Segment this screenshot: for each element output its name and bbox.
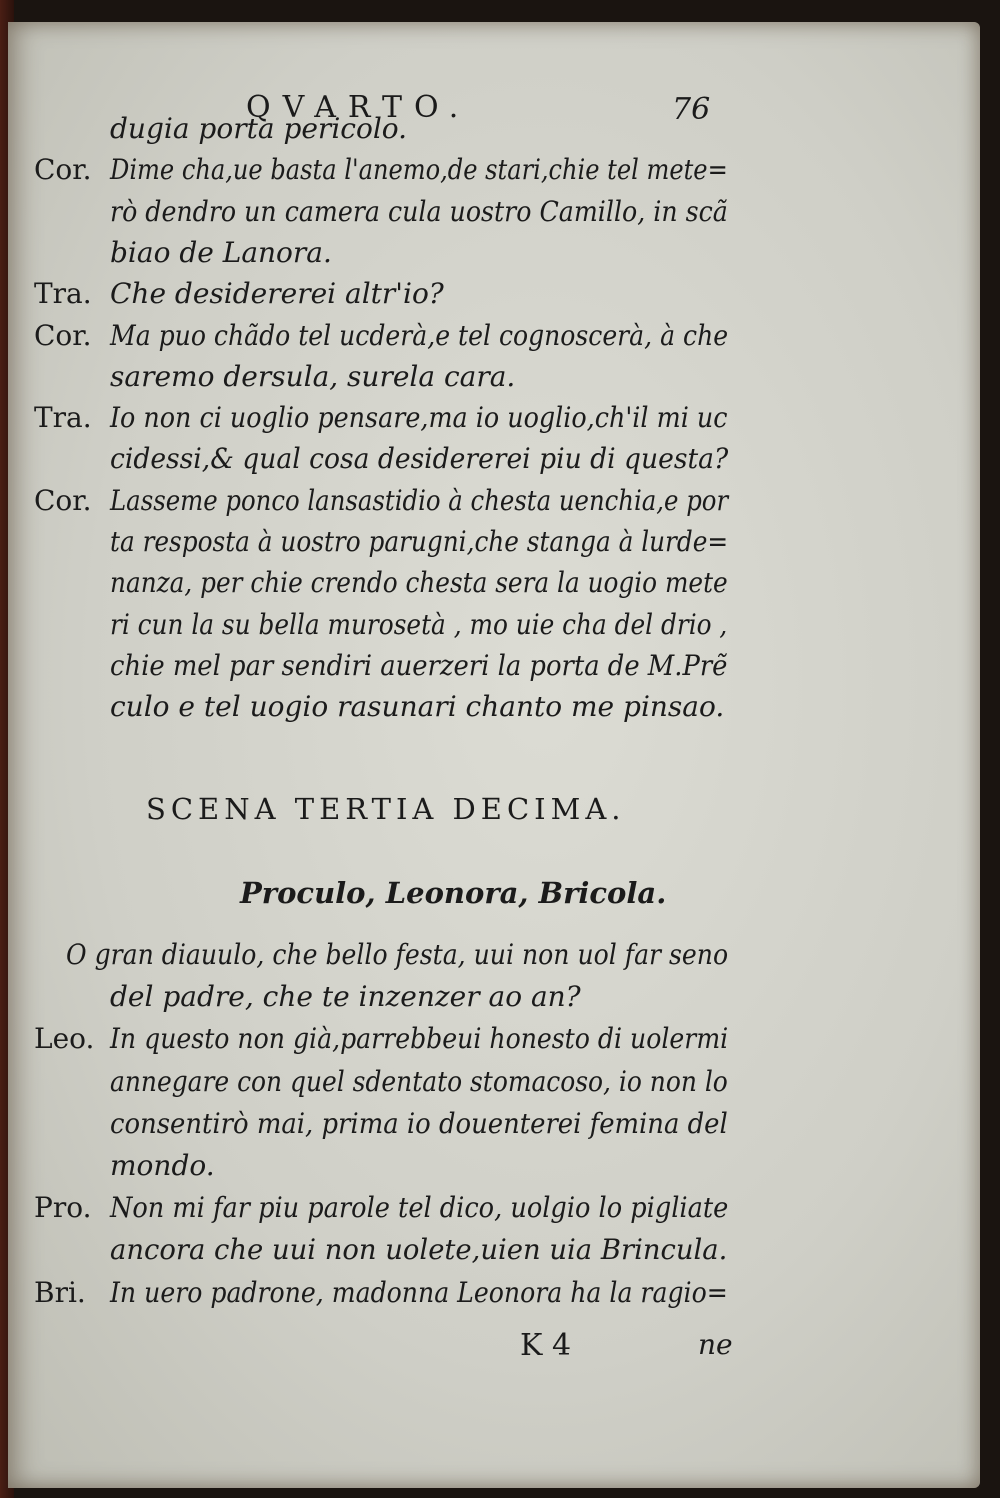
dialogue-line: nanza, per chie crendo chesta sera la uogio mete: [110, 566, 728, 600]
dialogue-line: ta resposta à uostro parugni,che stanga à lurde=: [110, 525, 729, 558]
dialogue-line: biao de Lanora.: [110, 235, 332, 269]
dialogue-line: consentirò mai, prima io douenterei femina del: [110, 1106, 728, 1140]
dialogue-line: saremo dersula, surela cara.: [110, 359, 516, 393]
dialogue-line: Che desidererei altr'io?: [110, 277, 444, 311]
dialogue-line: culo e tel uogio rasunari chanto me pinsao.: [110, 690, 725, 724]
scene-characters: Proculo, Leonora, Bricola.: [240, 876, 667, 910]
dialogue-line: Dime cha,ue basta l'anemo,de stari,chie tel mete=: [110, 153, 728, 187]
dialogue-line: dugia porta pericolo.: [110, 112, 408, 145]
speaker-label: Tra.: [34, 277, 92, 311]
dialogue-line: O gran diauulo, che bello festa, uui non uol far seno: [66, 938, 729, 971]
speaker-label: Bri.: [34, 1275, 86, 1309]
dialogue-line: mondo.: [110, 1149, 215, 1182]
dialogue-line: In questo non già,parrebbeui honesto di uolermi: [110, 1022, 729, 1056]
dialogue-line: ri cun la su bella murosetà , mo uie cha del drio ,: [110, 607, 728, 641]
dialogue-line: cidessi,& qual cosa desidererei piu di questa?: [110, 442, 729, 476]
dialogue-line: Ma puo chãdo tel ucderà,e tel cognoscerà, à che: [110, 318, 729, 352]
signature-mark: K 4: [520, 1328, 572, 1363]
scene-heading: SCENA TERTIA DECIMA.: [146, 792, 626, 826]
speaker-label: Tra.: [34, 401, 92, 435]
book-page: [8, 22, 980, 1488]
running-head-title: QVARTO.: [246, 90, 471, 125]
dialogue-line: Lasseme ponco lansastidio à chesta uenchia,e por: [110, 483, 729, 517]
dialogue-line: Non mi far piu parole tel dico, uolgio lo pigliate: [110, 1191, 729, 1225]
speaker-label: Cor.: [34, 153, 92, 187]
page-number: 76: [672, 92, 711, 127]
dialogue-line: del padre, che te inzenzer ao an?: [110, 980, 581, 1014]
speaker-label: Leo.: [34, 1022, 95, 1056]
dialogue-line: annegare con quel sdentato stomacoso, io non lo: [110, 1064, 728, 1098]
dialogue-line: chie mel par sendiri auerzeri la porta de M.Prẽ: [110, 648, 728, 682]
speaker-label: Cor.: [34, 483, 92, 517]
dialogue-line: In uero padrone, madonna Leonora ha la ragio=: [110, 1275, 728, 1309]
dialogue-line: rò dendro un camera cula uostro Camillo, in scã: [110, 194, 728, 228]
speaker-label: Cor.: [34, 318, 92, 352]
catchword: ne: [698, 1328, 733, 1361]
speaker-label: Pro.: [34, 1191, 92, 1225]
dialogue-line: ancora che uui non uolete,uien uia Brincula.: [110, 1233, 728, 1267]
dialogue-line: Io non ci uoglio pensare,ma io uoglio,ch'il mi uc: [110, 401, 728, 435]
